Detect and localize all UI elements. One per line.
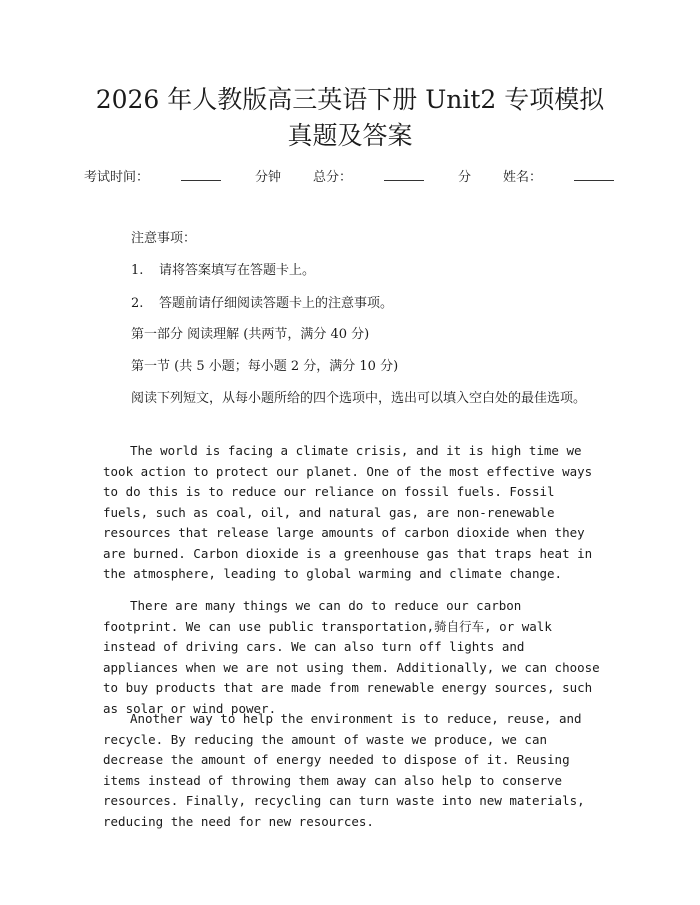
name-label: 姓名：	[503, 170, 543, 185]
exam-time-blank	[181, 168, 221, 181]
exam-time-label: 考试时间：	[83, 170, 149, 185]
passage-paragraph-3: Another way to help the environment is to reduce, reuse, and recycle. By reducing the amount of waste we produce, we can decrease the amount of energy needed to dispose of it. Reusing items instead of throwing them away can also help to conserve resources. Finally, recycling can turn waste into new materials, reducing the need for new resources.	[103, 711, 585, 829]
passage-paragraph-1: The world is facing a climate crisis, and it is high time we took action to protect our planet. One of the most effective ways to do this is to reduce our reliance on fossil fuels. Fossil fuels, such as coal, oil, and natural gas, are non-renewable resources that release large amounts of carbon dioxide when they are burned. Carbon dioxide is a greenhouse gas that traps heat in the atmosphere, leading to global warming and climate change.	[103, 443, 593, 581]
title-line-2: 真题及答案	[287, 121, 413, 150]
part-heading: 第一部分 阅读理解 (共两节，满分 40 分)	[131, 327, 370, 342]
document-title	[90, 82, 610, 154]
notice-number: 2.	[131, 296, 144, 311]
name-field	[503, 170, 616, 185]
notice-number: 1.	[131, 263, 144, 278]
notice-item-2	[131, 295, 393, 313]
exam-time-unit: 分钟	[254, 170, 281, 185]
total-score-field	[313, 170, 471, 185]
instruction-text: 阅读下列短文，从每小题所给的四个选项中，选出可以填入空白处的最佳选项。	[131, 391, 587, 406]
total-score-label: 总分：	[312, 170, 352, 185]
passage-paragraph-2: There are many things we can do to reduce our carbon footprint. We can use public transportation,骑自行车, or walk instead of driving cars. We can also turn off lights and appliances when we are not using them. Additionally, we can choose to buy products that are made from renewable energy sources, such as solar or wind power.	[103, 598, 600, 716]
notice-heading: 注意事项：	[131, 231, 197, 246]
exam-info-bar	[0, 168, 700, 187]
total-score-unit: 分	[458, 170, 472, 185]
title-line-1: 2026 年人教版高三英语下册 Unit2 专项模拟	[95, 85, 605, 114]
exam-time-field	[84, 170, 281, 185]
name-blank	[574, 168, 614, 181]
notice-text: 答题前请仔细阅读答题卡上的注意事项。	[159, 296, 394, 311]
notice-text: 请将答案填写在答题卡上。	[159, 263, 316, 278]
section-heading: 第一节 (共 5 小题；每小题 2 分，满分 10 分)	[131, 359, 399, 374]
total-score-blank	[384, 168, 424, 181]
notice-item-1	[131, 262, 315, 280]
